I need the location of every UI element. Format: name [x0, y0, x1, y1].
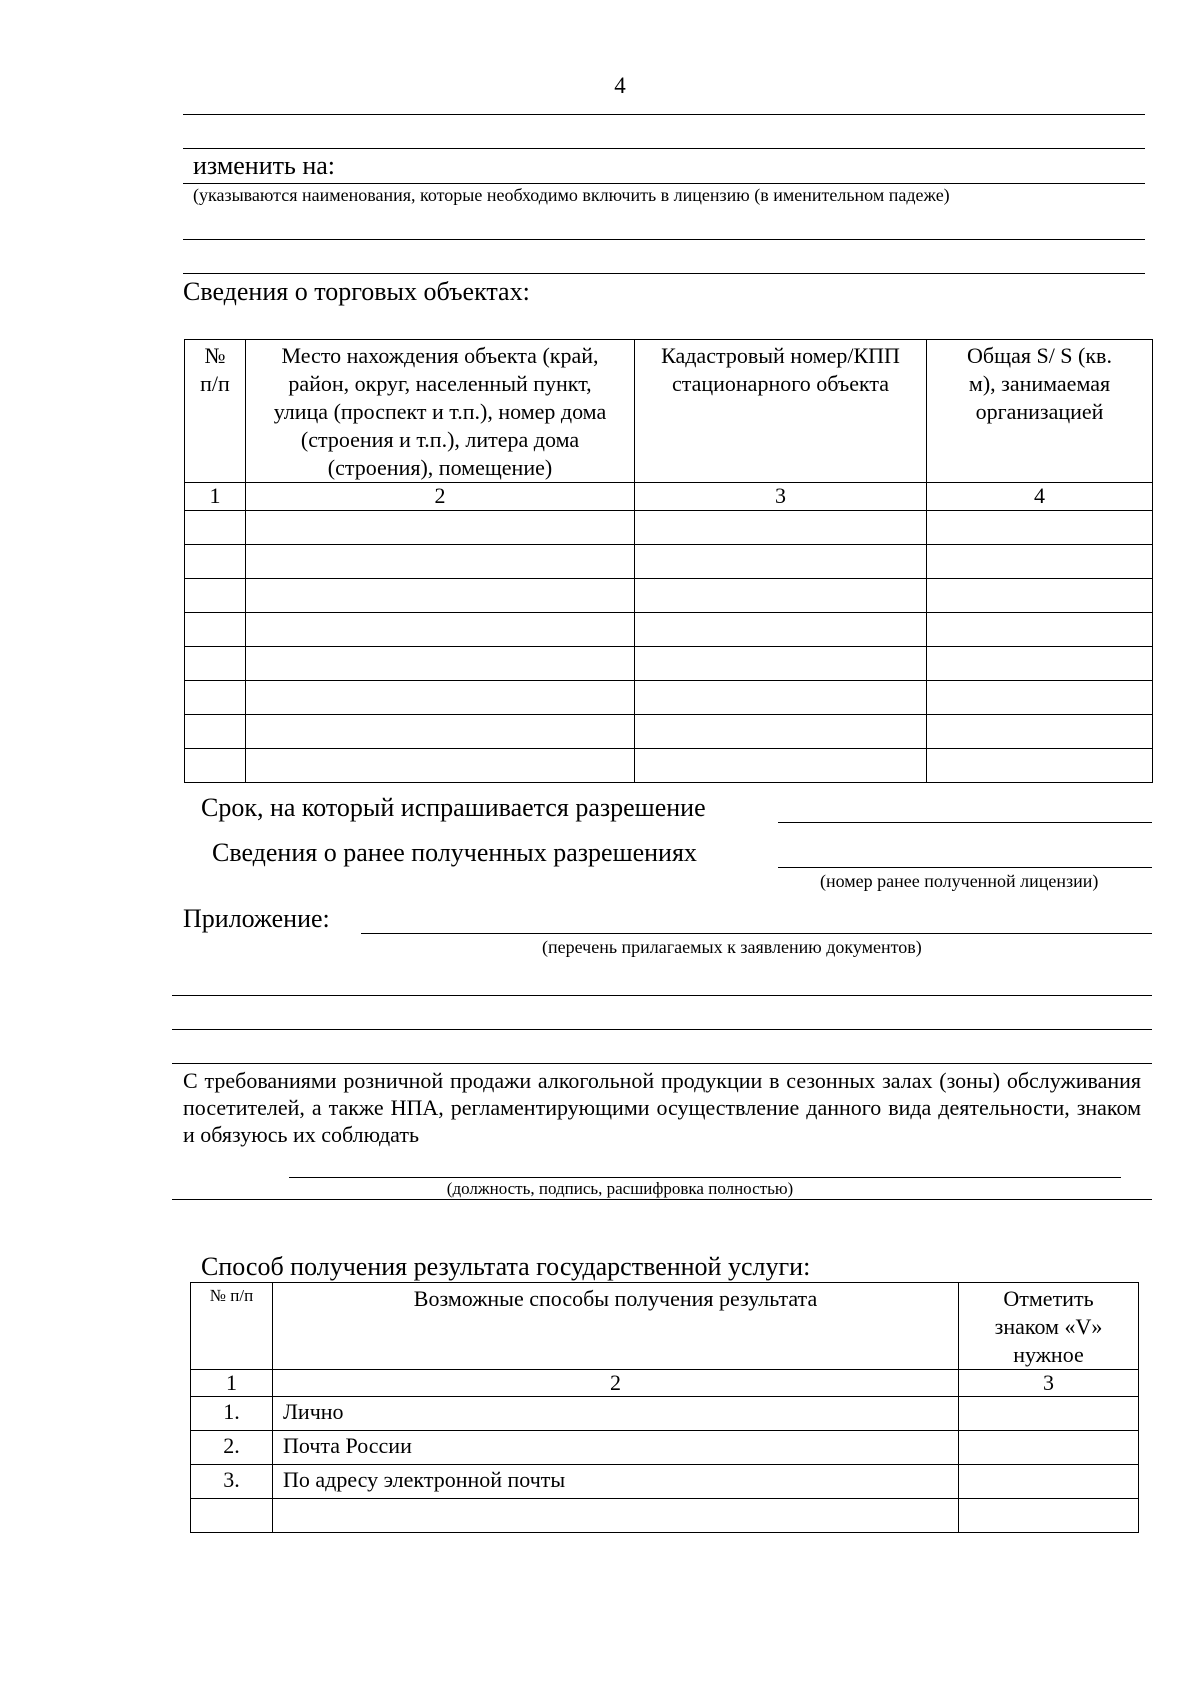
- table-cell[interactable]: [185, 613, 246, 647]
- row-number: 3.: [191, 1465, 273, 1499]
- col-number: 4: [927, 483, 1153, 511]
- attachment-label: Приложение:: [183, 904, 330, 933]
- mark-cell[interactable]: [959, 1431, 1139, 1465]
- table-cell[interactable]: [185, 579, 246, 613]
- table-row: [191, 1397, 1139, 1431]
- mark-cell[interactable]: [959, 1465, 1139, 1499]
- table-cell[interactable]: [927, 579, 1153, 613]
- method-russian-post: Почта России: [273, 1431, 959, 1465]
- attachment-input-line[interactable]: [361, 933, 1152, 934]
- blank-line: [172, 995, 1152, 996]
- result-method-table: [190, 1282, 1139, 1533]
- row-number: 2.: [191, 1431, 273, 1465]
- table-row: [191, 1499, 1139, 1533]
- header-num: № п/п: [191, 1283, 273, 1370]
- header-mark: Отметить знаком «V» нужное: [959, 1283, 1139, 1370]
- table-row: [185, 749, 1153, 783]
- table-cell[interactable]: [635, 613, 927, 647]
- col-number: 3: [635, 483, 927, 511]
- header-area: Общая S/ S (кв. м), занимаемая организацией: [927, 340, 1153, 483]
- table-cell[interactable]: [185, 749, 246, 783]
- blank-line: [172, 1063, 1152, 1064]
- blank-line: [172, 1029, 1152, 1030]
- table-cell[interactable]: [927, 715, 1153, 749]
- header-cadastral: Кадастровый номер/КПП стационарного объекта: [635, 340, 927, 483]
- signature-hint: (должность, подпись, расшифровка полностью): [446, 1179, 794, 1198]
- table-row: [191, 1431, 1139, 1465]
- table-cell[interactable]: [185, 511, 246, 545]
- blank-line: [183, 148, 1145, 149]
- table-cell[interactable]: [927, 647, 1153, 681]
- table-cell[interactable]: [635, 579, 927, 613]
- table-cell[interactable]: [185, 647, 246, 681]
- table-cell[interactable]: [185, 545, 246, 579]
- table-row: [185, 579, 1153, 613]
- page-number: 4: [614, 73, 626, 98]
- col-number: 2: [273, 1370, 959, 1397]
- table-cell[interactable]: [246, 613, 635, 647]
- table-cell[interactable]: [185, 681, 246, 715]
- blank-line: [183, 239, 1145, 240]
- result-title: Способ получения результата государственной услуги:: [201, 1252, 811, 1281]
- requirements-text: С требованиями розничной продажи алкогольной продукции в сезонных залах (зоны) обслуживания посетителей, а также НПА, регламентирующими осуществление данного вида деятельности, знаком и обязуюсь их соблюдать: [183, 1068, 1141, 1147]
- col-number: 1: [191, 1370, 273, 1397]
- table-cell[interactable]: [635, 647, 927, 681]
- table-cell[interactable]: [635, 749, 927, 783]
- table-cell[interactable]: [635, 715, 927, 749]
- table-cell[interactable]: [246, 579, 635, 613]
- row-number: 1.: [191, 1397, 273, 1431]
- table-cell[interactable]: [927, 681, 1153, 715]
- trade-objects-title: Сведения о торговых объектах:: [183, 277, 530, 306]
- row-number: [191, 1499, 273, 1533]
- table-row: [185, 681, 1153, 715]
- table-row: [191, 1465, 1139, 1499]
- table-cell[interactable]: [246, 647, 635, 681]
- term-label: Срок, на который испрашивается разрешение: [201, 793, 706, 822]
- method-personally: Лично: [273, 1397, 959, 1431]
- method-empty[interactable]: [273, 1499, 959, 1533]
- table-row: [185, 545, 1153, 579]
- col-number: 1: [185, 483, 246, 511]
- table-row: [185, 647, 1153, 681]
- divider-line: [172, 1199, 1152, 1200]
- table-cell[interactable]: [927, 511, 1153, 545]
- table-cell[interactable]: [185, 715, 246, 749]
- table-cell[interactable]: [927, 613, 1153, 647]
- method-email: По адресу электронной почты: [273, 1465, 959, 1499]
- table-cell[interactable]: [635, 681, 927, 715]
- change-label: изменить на:: [193, 151, 336, 180]
- table-row: [185, 613, 1153, 647]
- table-header-row: [191, 1283, 1139, 1370]
- table-row: [185, 511, 1153, 545]
- table-cell[interactable]: [927, 545, 1153, 579]
- change-hint: (указываются наименования, которые необходимо включить в лицензию (в именительном падеже): [193, 185, 950, 205]
- blank-line: [183, 273, 1145, 274]
- blank-line: [183, 114, 1145, 115]
- col-number: 2: [246, 483, 635, 511]
- column-number-row: [191, 1370, 1139, 1397]
- header-num: № п/п: [185, 340, 246, 483]
- table-header-row: [185, 340, 1153, 483]
- table-cell[interactable]: [246, 749, 635, 783]
- term-input-line[interactable]: [778, 822, 1152, 823]
- table-cell[interactable]: [246, 545, 635, 579]
- table-cell[interactable]: [246, 511, 635, 545]
- col-number: 3: [959, 1370, 1139, 1397]
- prev-permits-label: Сведения о ранее полученных разрешениях: [212, 838, 697, 867]
- header-method: Возможные способы получения результата: [273, 1283, 959, 1370]
- column-number-row: [185, 483, 1153, 511]
- trade-objects-table: [184, 339, 1153, 783]
- table-cell[interactable]: [246, 681, 635, 715]
- mark-cell[interactable]: [959, 1499, 1139, 1533]
- table-row: [185, 715, 1153, 749]
- table-cell[interactable]: [927, 749, 1153, 783]
- header-location: Место нахождения объекта (край, район, округ, населенный пункт, улица (проспект и т.п.), номер дома (строения и т.п.), литера дома (строения), помещение): [246, 340, 635, 483]
- table-cell[interactable]: [246, 715, 635, 749]
- table-cell[interactable]: [635, 545, 927, 579]
- prev-permits-input-line[interactable]: [778, 867, 1152, 868]
- signature-line[interactable]: [289, 1177, 1121, 1178]
- attachment-hint: (перечень прилагаемых к заявлению документов): [542, 937, 922, 957]
- table-cell[interactable]: [635, 511, 927, 545]
- mark-cell[interactable]: [959, 1397, 1139, 1431]
- prev-permits-hint: (номер ранее полученной лицензии): [820, 871, 1099, 891]
